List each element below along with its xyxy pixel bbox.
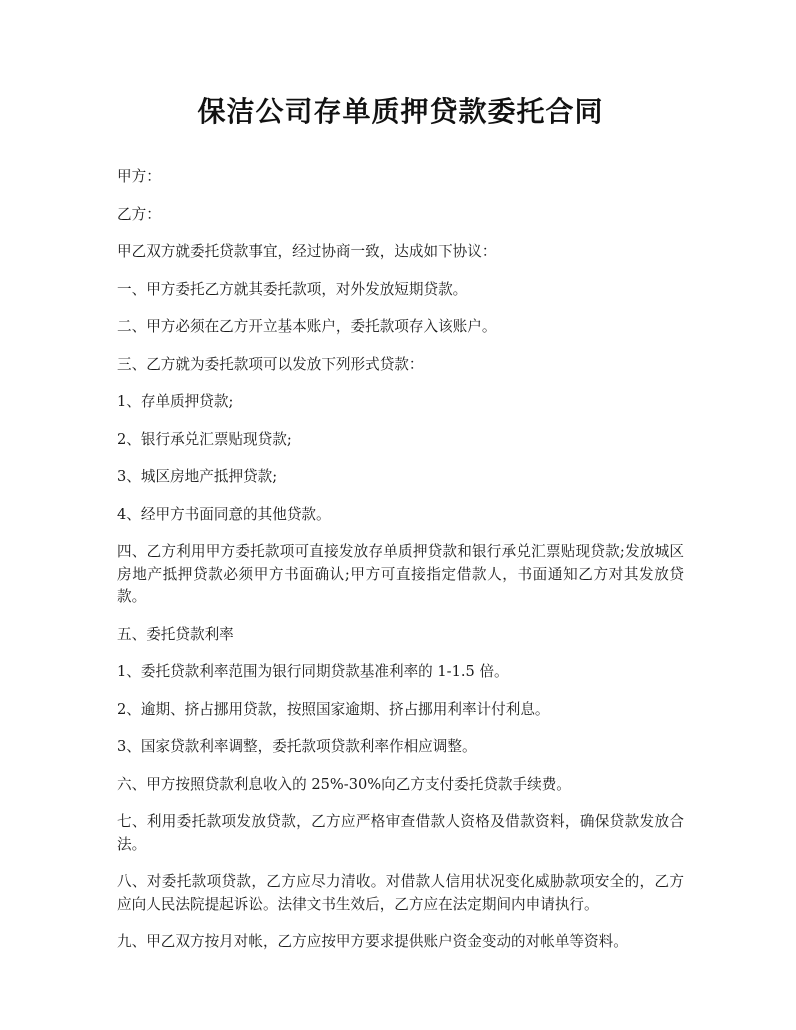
clause-5-item-3: 3、国家贷款利率调整，委托款项贷款利率作相应调整。 [117, 738, 477, 755]
party-a-line: 甲方： [117, 168, 161, 185]
clause-3-item-3: 3、城区房地产抵押贷款; [117, 468, 278, 485]
document-body [117, 166, 684, 954]
clause-8: 八、对委托款项贷款，乙方应尽力清收。对借款人信用状况变化威胁款项安全的，乙方应向人民法院提起诉讼。法律文书生效后，乙方应在法定期间内申请执行。 [117, 873, 684, 913]
clause-5-item-2: 2、逾期、挤占挪用贷款，按照国家逾期、挤占挪用利率计付利息。 [117, 700, 550, 718]
clause-7: 七、利用委托款项发放贷款，乙方应严格审查借款人资格及借款资料，确保贷款发放合法。 [117, 813, 684, 853]
document-title: 保洁公司存单质押贷款委托合同 [197, 95, 604, 128]
clause-3: 三、乙方就为委托款项可以发放下列形式贷款： [117, 355, 424, 373]
clause-3-item-4: 4、经甲方书面同意的其他贷款。 [117, 505, 331, 523]
clause-5-item-1: 1、委托贷款利率范围为银行同期贷款基准利率的 1-1.5 倍。 [117, 663, 509, 680]
preamble-paragraph: 甲乙双方就委托贷款事宜，经过协商一致，达成如下协议： [117, 243, 497, 260]
clause-9: 九、甲乙双方按月对帐，乙方应按甲方要求提供账户资金变动的对帐单等资料。 [117, 933, 628, 950]
clause-5: 五、委托贷款利率 [117, 625, 234, 643]
clause-1: 一、甲方委托乙方就其委托款项，对外发放短期贷款。 [117, 280, 468, 298]
clause-2: 二、甲方必须在乙方开立基本账户，委托款项存入该账户。 [117, 318, 497, 335]
clause-3-item-1: 1、存单质押贷款; [117, 393, 234, 410]
clause-4: 四、乙方利用甲方委托款项可直接发放存单质押贷款和银行承兑汇票贴现贷款;发放城区房地产抵押贷款必须甲方书面确认;甲方可直接指定借款人，书面通知乙方对其发放贷款。 [117, 543, 684, 605]
party-b-line: 乙方： [117, 205, 161, 223]
clause-6: 六、甲方按照贷款利息收入的 25%-30%向乙方支付委托贷款手续费。 [117, 775, 571, 793]
clause-3-item-2: 2、银行承兑汇票贴现贷款; [117, 430, 292, 448]
